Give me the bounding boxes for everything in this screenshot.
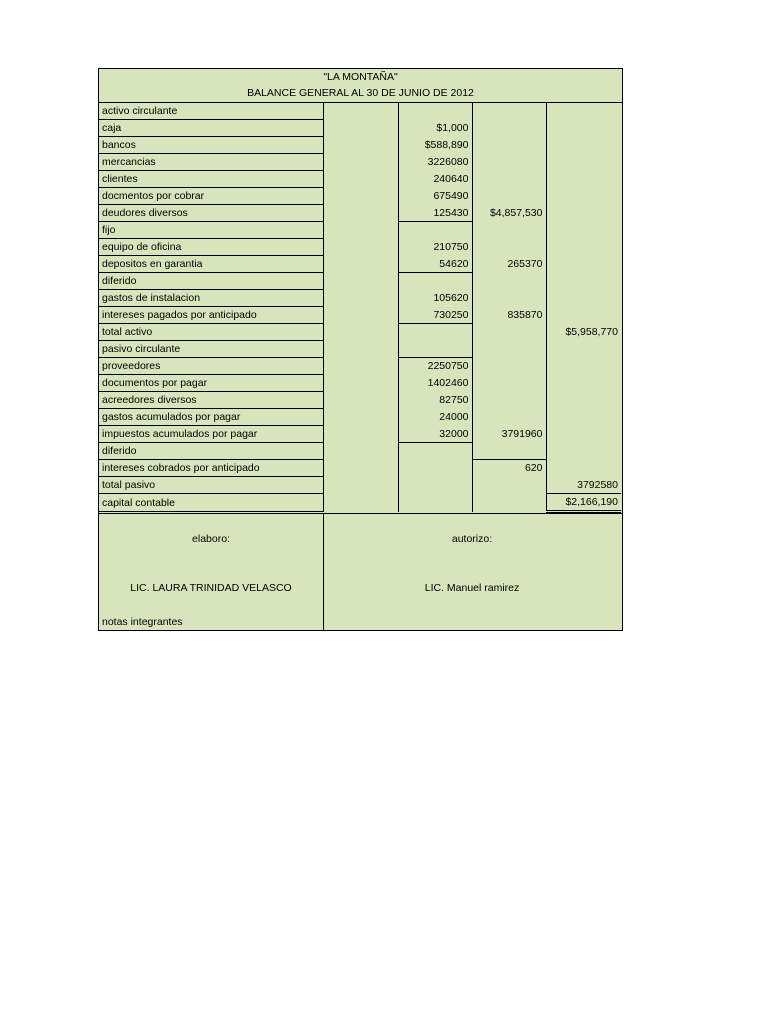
row-label: pasivo circulante [99,341,323,358]
row-cell-c1 [323,205,398,222]
row-cell-c2 [398,273,472,290]
row-cell-c2 [398,443,472,460]
row-cell-c2: 730250 [398,307,472,324]
row-cell-c2: 105620 [398,290,472,307]
row-label: bancos [99,137,323,154]
row-cell-c2 [398,103,472,120]
table-row [99,120,621,137]
table-row [99,188,621,205]
row-cell-c3 [472,273,546,290]
row-cell-c3 [472,290,546,307]
row-cell-c4 [546,460,621,477]
row-label: total pasivo [99,477,323,494]
row-cell-c3 [472,222,546,239]
row-cell-c4 [546,307,621,324]
row-cell-c4 [546,120,621,137]
row-cell-c2: 675490 [398,188,472,205]
row-cell-c2: 125430 [398,205,472,222]
row-cell-c4 [546,341,621,358]
row-label: proveedores [99,358,323,375]
table-row [99,222,621,239]
row-cell-c4 [546,375,621,392]
row-cell-c2: 2250750 [398,358,472,375]
table-row [99,205,621,222]
row-label: acreedores diversos [99,392,323,409]
row-label: docmentos por cobrar [99,188,323,205]
row-cell-c4 [546,171,621,188]
row-cell-c1 [323,477,398,494]
row-cell-c3 [472,120,546,137]
row-cell-c2: 3226080 [398,154,472,171]
row-label: documentos por pagar [99,375,323,392]
row-label: intereses pagados por anticipado [99,307,323,324]
row-cell-c2 [398,477,472,494]
row-cell-c1 [323,460,398,477]
row-cell-c2: 1402460 [398,375,472,392]
row-cell-c2 [398,460,472,477]
row-cell-c1 [323,256,398,273]
row-cell-c4 [546,256,621,273]
row-cell-c3 [472,154,546,171]
row-cell-c4 [546,103,621,120]
row-label: mercancias [99,154,323,171]
autorizo-label: autorizo: [451,533,493,545]
row-cell-c1 [323,171,398,188]
row-cell-c1 [323,188,398,205]
row-cell-c1 [323,120,398,137]
row-label: caja [99,120,323,137]
row-cell-c3: 265370 [472,256,546,273]
table-row [99,443,621,460]
row-cell-c3 [472,103,546,120]
row-cell-c4 [546,358,621,375]
row-cell-c1 [323,494,398,512]
row-label: gastos de instalacion [99,290,323,307]
table-row [99,392,621,409]
row-cell-c2: 210750 [398,239,472,256]
row-label: deudores diversos [99,205,323,222]
row-label: capital contable [99,494,323,512]
row-label: intereses cobrados por anticipado [99,460,323,477]
table-row [99,137,621,154]
row-cell-c3 [472,409,546,426]
row-cell-c1 [323,443,398,460]
row-cell-c1 [323,290,398,307]
row-cell-c4 [546,290,621,307]
balance-sheet [98,68,623,631]
row-label: activo circulante [99,103,323,120]
footer-divider [323,514,324,630]
table-row [99,154,621,171]
signature-section [99,513,622,630]
row-cell-c1 [323,324,398,341]
company-name: "LA MONTAÑA" [323,71,398,83]
row-cell-c2 [398,222,472,239]
row-cell-c4 [546,239,621,256]
table-row [99,103,621,120]
table-row [99,324,621,341]
row-label: total activo [99,324,323,341]
row-cell-c1 [323,103,398,120]
row-cell-c2: 240640 [398,171,472,188]
table-row [99,477,621,494]
row-cell-c3 [472,375,546,392]
row-label: impuestos acumulados por pagar [99,426,323,443]
row-cell-c1 [323,392,398,409]
row-cell-c2 [398,494,472,512]
row-cell-c3: 620 [472,460,546,477]
row-cell-c1 [323,239,398,256]
table-row [99,256,621,273]
elaboro-name: LIC. LAURA TRINIDAD VELASCO [130,582,292,594]
row-cell-c1 [323,375,398,392]
row-cell-c1 [323,154,398,171]
row-cell-c2: $1,000 [398,120,472,137]
row-cell-c3 [472,358,546,375]
row-cell-c4: $2,166,190 [546,494,621,512]
row-cell-c1 [323,426,398,443]
row-cell-c4: $5,958,770 [565,326,618,338]
table-row [99,460,621,477]
row-cell-c4 [546,273,621,290]
sheet-title: BALANCE GENERAL AL 30 DE JUNIO DE 2012 [99,85,622,103]
table-row [99,341,621,358]
row-cell-c1 [323,273,398,290]
row-cell-c3: $4,857,530 [472,205,546,222]
row-cell-c3 [472,324,546,341]
row-cell-c1 [323,341,398,358]
row-label: equipo de oficina [99,239,323,256]
row-cell-c3 [472,239,546,256]
row-cell-c4 [546,409,621,426]
row-cell-c4 [546,188,621,205]
row-cell-c1 [323,307,398,324]
row-cell-c2: 24000 [398,409,472,426]
row-cell-c1 [323,409,398,426]
row-label: depositos en garantia [99,256,323,273]
row-cell-c3 [472,477,546,494]
row-cell-c3: 835870 [472,307,546,324]
row-cell-c3 [472,494,546,512]
table-row [99,358,621,375]
row-cell-c1 [323,222,398,239]
row-cell-c3 [472,137,546,154]
row-cell-c4 [546,392,621,409]
row-cell-c3 [472,171,546,188]
row-cell-c2 [398,324,472,341]
table-row [99,375,621,392]
row-cell-c4 [546,426,621,443]
table-row [99,494,621,512]
row-cell-c3: 3791960 [472,426,546,443]
table-row [99,290,621,307]
table-row [99,426,621,443]
elaboro-label: elaboro: [192,533,230,545]
table-row [99,307,621,324]
table-row [99,239,621,256]
row-cell-c4 [546,443,621,460]
row-cell-c2 [398,341,472,358]
autorizo-name: LIC. Manuel ramirez [424,582,520,594]
row-cell-c3 [472,341,546,358]
table-row [99,409,621,426]
row-cell-c1 [323,137,398,154]
row-label: diferido [99,273,323,290]
row-label: gastos acumulados por pagar [99,409,323,426]
row-cell-c4 [546,137,621,154]
row-cell-c3 [472,392,546,409]
row-cell-c3 [472,443,546,460]
row-cell-c3 [472,188,546,205]
row-cell-c2: 82750 [398,392,472,409]
table-row [99,171,621,188]
row-cell-c2: 54620 [398,256,472,273]
notes-label: notas integrantes [102,616,183,628]
row-label: fijo [99,222,323,239]
row-label: clientes [99,171,323,188]
row-cell-c1 [323,358,398,375]
row-cell-c2: $588,890 [398,137,472,154]
balance-table [99,103,621,513]
row-cell-c4 [546,154,621,171]
row-cell-c4 [546,205,621,222]
row-cell-c2: 32000 [398,426,472,443]
row-cell-c4: 3792580 [546,477,621,494]
table-row [99,273,621,290]
row-cell-c4 [546,222,621,239]
row-label: diferido [99,443,323,460]
